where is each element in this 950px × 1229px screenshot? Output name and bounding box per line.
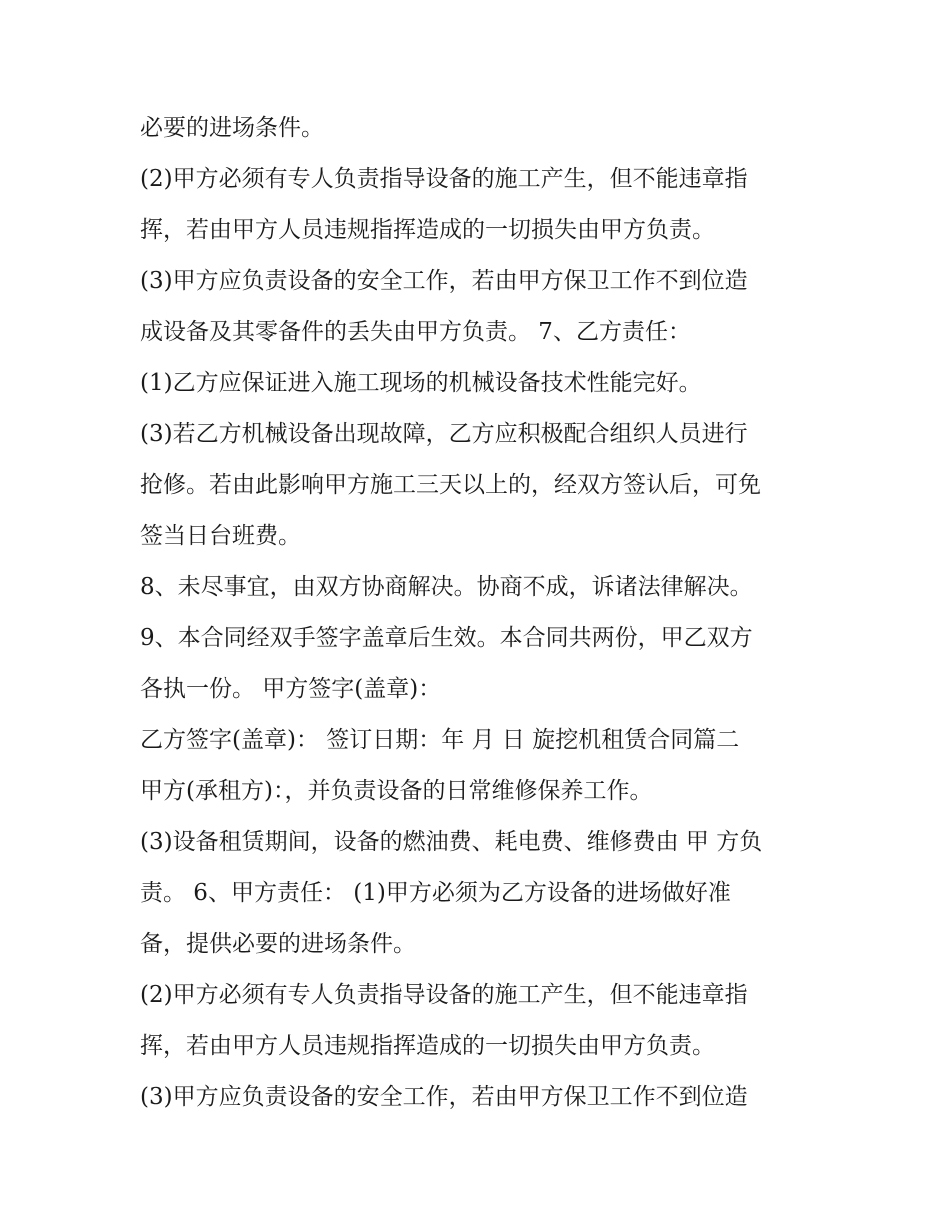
text-line: (3)甲方应负责设备的安全工作，若由甲方保卫工作不到位造 xyxy=(140,1084,748,1110)
text-line: 9、本合同经双手签字盖章后生效。本合同共两份，甲乙双方 xyxy=(140,625,753,651)
text-line: (1)乙方应保证进入施工现场的机械设备技术性能完好。 xyxy=(140,370,702,396)
text-line: (2)甲方必须有专人负责指导设备的施工产生，但不能违章指 xyxy=(140,982,748,1008)
text-line: (3)若乙方机械设备出现故障，乙方应积极配合组织人员进行 xyxy=(140,421,748,447)
text-line: 成设备及其零备件的丢失由甲方负责。 7、乙方责任： xyxy=(140,319,691,345)
text-line: (3)设备租赁期间，设备的燃油费、耗电费、维修费由 甲 方负 xyxy=(140,829,763,855)
text-line: 挥，若由甲方人员违规指挥造成的一切损失由甲方负责。 xyxy=(140,1033,715,1059)
text-line: 各执一份。 甲方签字(盖章)： xyxy=(140,676,442,702)
text-line: 挥，若由甲方人员违规指挥造成的一切损失由甲方负责。 xyxy=(140,217,715,243)
document-body xyxy=(140,103,830,1123)
text-line: (3)甲方应负责设备的安全工作，若由甲方保卫工作不到位造 xyxy=(140,268,748,294)
text-line: 备，提供必要的进场条件。 xyxy=(140,931,416,957)
text-line: 必要的进场条件。 xyxy=(140,115,324,141)
text-line: 8、未尽事宜，由双方协商解决。协商不成，诉诸法律解决。 xyxy=(140,574,753,600)
text-line: 抢修。若由此影响甲方施工三天以上的，经双方签认后，可免 xyxy=(140,472,761,498)
text-line: 责。 6、甲方责任： (1)甲方必须为乙方设备的进场做好准 xyxy=(140,880,731,906)
text-line: 甲方(承租方)：，并负责设备的日常维修保养工作。 xyxy=(140,778,653,804)
text-line: (2)甲方必须有专人负责指导设备的施工产生，但不能违章指 xyxy=(140,166,748,192)
text-line: 乙方签字(盖章)： 签订日期：年 月 日 旋挖机租赁合同篇二 xyxy=(140,727,740,753)
text-line: 签当日台班费。 xyxy=(140,523,301,549)
